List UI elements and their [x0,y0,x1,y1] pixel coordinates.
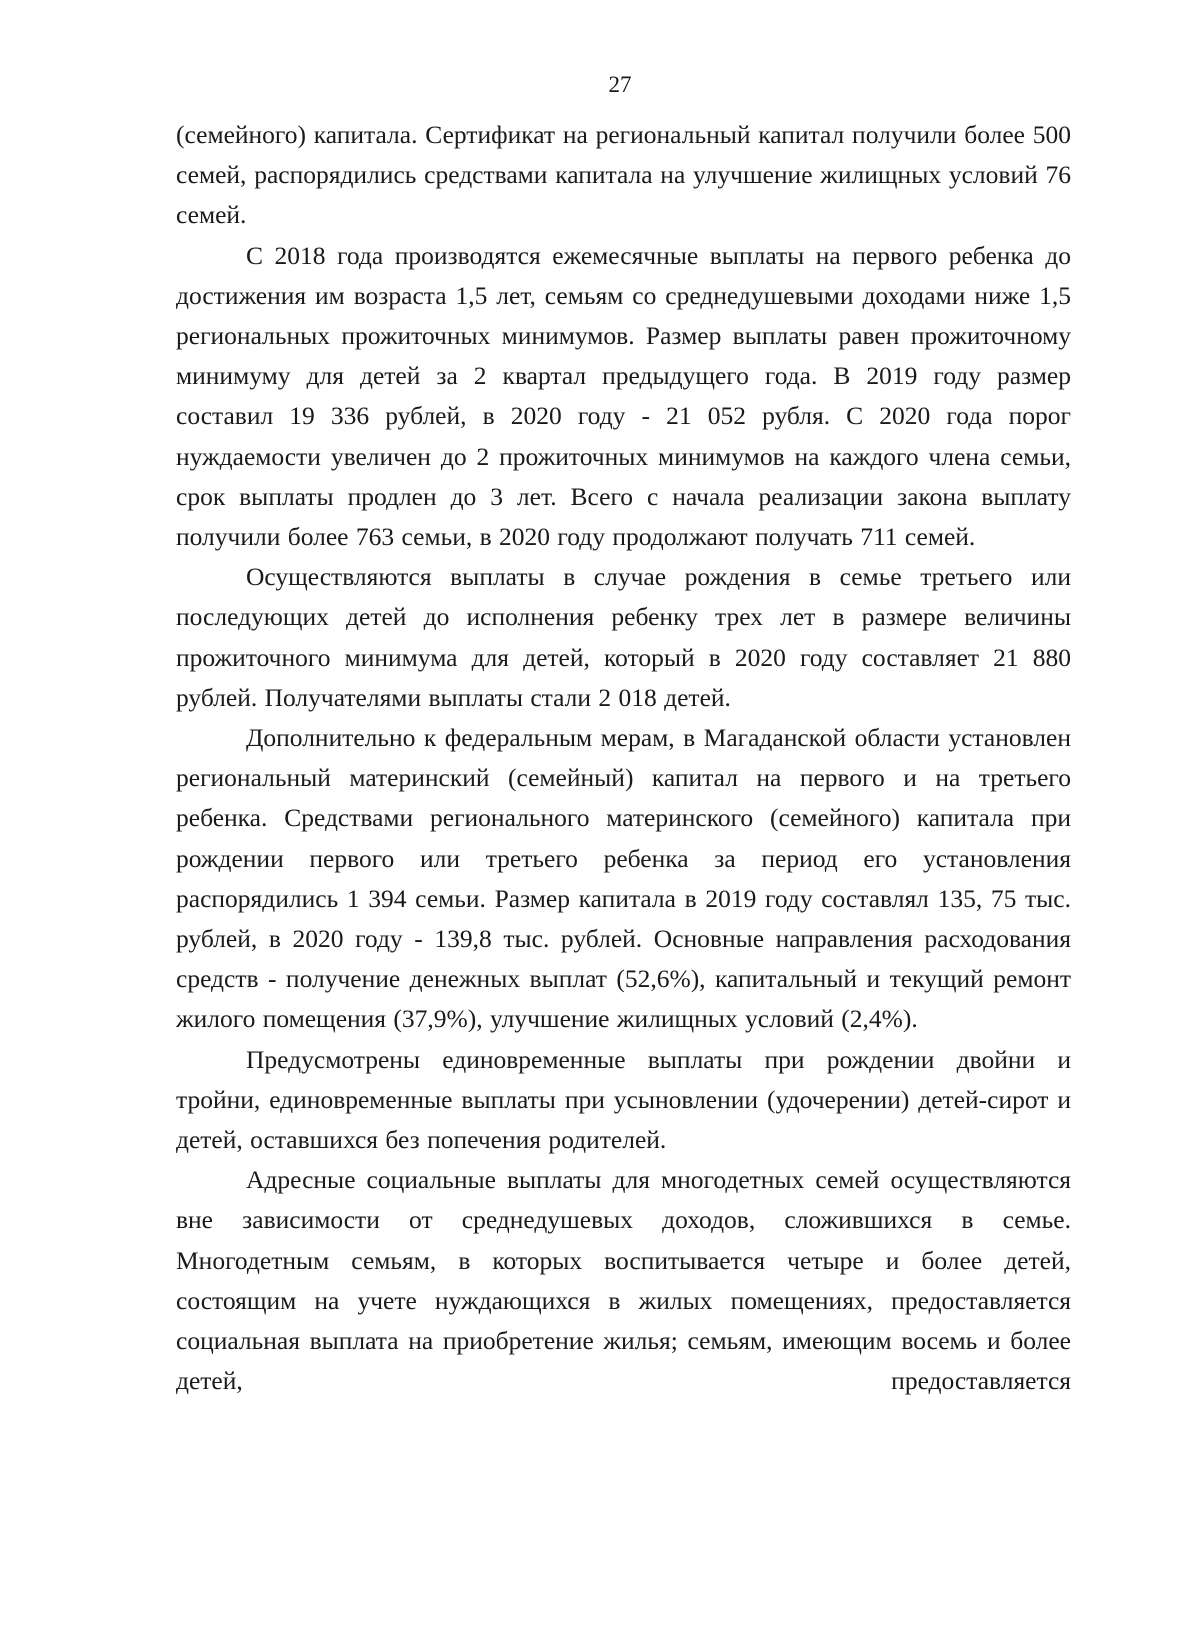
paragraph-lump-sum-payments: Предусмотрены единовременные выплаты при рождении двойни и тройни, единовременные выплаты при усыновлении (удочерении) детей-сирот и детей, оставшихся без попечения родителей. [176,1044,1071,1155]
paragraph-first-child-payments: С 2018 года производятся ежемесячные выплаты на первого ребенка до достижения им возраста 1,5 лет, семьям со среднедушевыми доходами ниже 1,5 региональных прожиточных минимумов. Размер выплаты равен прожиточному минимуму для детей за 2 квартал предыдущего года. В 2019 году размер составил 19 336 рублей, в 2020 году - 21 052 рубля. С 2020 года порог нуждаемости увеличен до 2 прожиточных минимумов на каждого члена семьи, срок выплаты продлен до 3 лет. Всего с начала реализации закона выплату получили более 763 семьи, в 2020 году продолжают получать 711 семей. [176,240,1071,552]
paragraph-large-family-payments: Адресные социальные выплаты для многодетных семей осуществляются вне зависимости от среднедушевых доходов, сложившихся в семье. Многодетным семьям, в которых воспитывается четыре и более детей, состоящим на учете нуждающихся в жилых помещениях, предоставляется социальная выплата на приобретение жилья; семьям, имеющим восемь и более детей, предоставляется [176,1165,1071,1396]
paragraph-regional-maternity-capital: Дополнительно к федеральным мерам, в Магаданской области установлен региональный материнский (семейный) капитал на первого и на третьего ребенка. Средствами регионального материнского (семейного) капитала при рождении первого или третьего ребенка за период его установления распорядились 1 394 семьи. Размер капитала в 2019 году составлял 135, 75 тыс. рублей, в 2020 году - 139,8 тыс. рублей. Основные направления расходования средств - получение денежных выплат (52,6%), капитальный и текущий ремонт жилого помещения (37,9%), улучшение жилищных условий (2,4%). [176,723,1071,1034]
body-text [176,115,1071,1402]
paragraph-third-child-payments: Осуществляются выплаты в случае рождения в семье третьего или последующих детей до исполнения ребенку трех лет в размере величины прожиточного минимума для детей, который в 2020 году составляет 21 880 рублей. Получателями выплаты стали 2 018 детей. [176,562,1071,712]
paragraph-regional-capital-continued: (семейного) капитала. Сертификат на региональный капитал получили более 500 семей, распорядились средствами капитала на улучшение жилищных условий 76 семей. [176,120,1071,230]
page-number: 27 [608,72,632,97]
